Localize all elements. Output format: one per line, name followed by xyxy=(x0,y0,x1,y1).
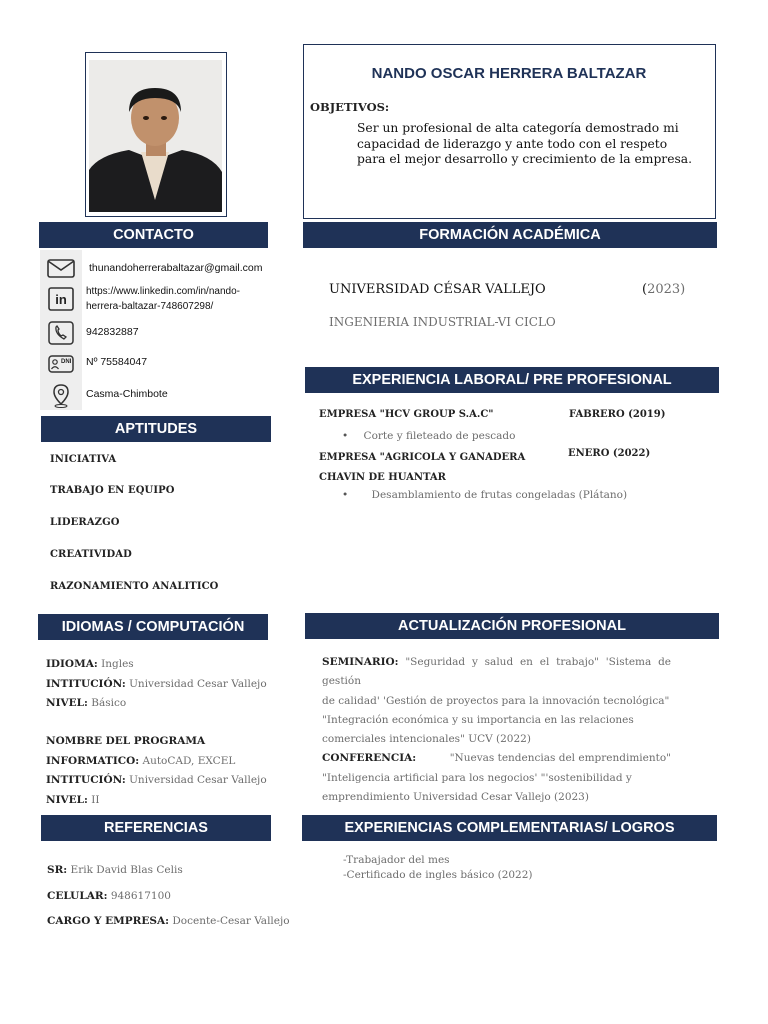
location-pin-icon xyxy=(46,382,76,408)
references-title: REFERENCIAS xyxy=(41,815,271,841)
skill-item: LIDERAZGO xyxy=(50,517,120,528)
id-card-icon xyxy=(46,351,76,377)
objectives-line: Ser un profesional de alta categoría demostrado mi xyxy=(357,121,679,135)
ref-name-label: SR: xyxy=(47,864,68,876)
achievement-item: -Trabajador del mes xyxy=(343,854,450,866)
job1-task: Corte y fileteado de pescado xyxy=(363,430,516,442)
languages-block xyxy=(46,655,267,714)
skill-item: RAZONAMIENTO ANALITICO xyxy=(50,581,219,592)
job2-company-line: EMPRESA "AGRICOLA Y GANADERA xyxy=(319,452,526,463)
level-label: NIVEL: xyxy=(46,793,88,806)
skill-item: CREATIVIDAD xyxy=(50,549,132,560)
skill-item: TRABAJO EN EQUIPO xyxy=(50,485,175,496)
degree: INGENIERIA INDUSTRIAL-VI CICLO xyxy=(329,315,556,329)
ref-job-value: Docente-Cesar Vallejo xyxy=(172,915,290,927)
contact-icon-column xyxy=(40,250,82,410)
job2-task: Desamblamiento de frutas congeladas (Plátano) xyxy=(371,489,628,501)
institution-value: Universidad Cesar Vallejo xyxy=(129,774,267,786)
job1-task-item xyxy=(342,430,515,442)
year-paren: ( xyxy=(642,282,648,297)
program-value: AutoCAD, EXCEL xyxy=(142,754,236,767)
experience-title: EXPERIENCIA LABORAL/ PRE PROFESIONAL xyxy=(305,367,719,393)
header-box xyxy=(303,44,716,219)
linkedin-icon xyxy=(46,286,76,312)
job1-company: EMPRESA "HCV GROUP S.A.C" xyxy=(319,409,494,420)
references-block xyxy=(47,858,290,935)
profile-photo-frame xyxy=(85,52,227,217)
institution-label: INTITUCIÓN: xyxy=(46,677,126,690)
conference-line: "Inteligencia artificial para los negocios' "'sostenibilidad y xyxy=(322,771,632,784)
job2-date: ENERO (2022) xyxy=(568,448,651,459)
contact-dni: Nº 75584047 xyxy=(86,356,148,368)
idioma-label: IDIOMA: xyxy=(46,658,98,670)
institution-value: Universidad Cesar Vallejo xyxy=(129,677,267,690)
program-label-2: INFORMATICO: xyxy=(46,754,140,767)
graduation-year xyxy=(642,282,685,297)
email-icon xyxy=(46,255,76,281)
dni-icon-label: DNI xyxy=(61,359,72,365)
level-value: II xyxy=(91,793,100,806)
objectives-label: OBJETIVOS: xyxy=(310,100,390,114)
achievement-item: -Certificado de ingles básico (2022) xyxy=(343,869,533,881)
contact-linkedin[interactable] xyxy=(86,284,240,314)
ref-name-value: Erik David Blas Celis xyxy=(70,864,183,876)
university-name: UNIVERSIDAD CÉSAR VALLEJO xyxy=(329,282,546,297)
year-value: 2023) xyxy=(647,282,686,297)
job2-company-line: CHAVIN DE HUANTAR xyxy=(319,472,446,483)
contact-title: CONTACTO xyxy=(39,222,268,248)
job1-date: FABRERO (2019) xyxy=(569,409,666,420)
seminar-line: "Seguridad y salud en el trabajo" 'Sistema de gestión xyxy=(322,656,672,688)
full-name: NANDO OSCAR HERRERA BALTAZAR xyxy=(371,65,647,82)
linkedin-line[interactable]: https://www.linkedin.com/in/nando- xyxy=(86,286,240,297)
institution-label: INTITUCIÓN: xyxy=(46,774,126,786)
bullet: • xyxy=(342,430,349,442)
idioma-value: Ingles xyxy=(101,658,134,670)
contact-email[interactable]: thunandoherrerabaltazar@gmail.com xyxy=(89,262,263,274)
languages-title: IDIOMAS / COMPUTACIÓN xyxy=(38,614,268,640)
bullet: • xyxy=(342,489,349,501)
svg-text:in: in xyxy=(55,292,67,307)
conference-line: emprendimiento Universidad Cesar Vallejo (2023) xyxy=(322,791,589,804)
seminar-line: de calidad' 'Gestión de proyectos para la innovación tecnológica" xyxy=(322,694,670,707)
skill-item: INICIATIVA xyxy=(50,454,117,465)
seminar-line: comerciales intencionales" UCV (2022) xyxy=(322,733,531,746)
job2-company xyxy=(319,448,525,488)
education-title: FORMACIÓN ACADÉMICA xyxy=(303,222,717,248)
profile-photo xyxy=(89,60,222,212)
professional-block xyxy=(322,653,671,807)
ref-phone-label: CELULAR: xyxy=(47,889,108,902)
ref-job-label: CARGO Y EMPRESA: xyxy=(47,915,170,927)
job2-task-item xyxy=(342,489,627,501)
computing-block xyxy=(46,732,267,810)
contact-phone: 942832887 xyxy=(86,326,139,338)
professional-title: ACTUALIZACIÓN PROFESIONAL xyxy=(305,613,719,639)
achievements-title: EXPERIENCIAS COMPLEMENTARIAS/ LOGROS xyxy=(302,815,717,841)
phone-icon xyxy=(46,320,76,346)
seminar-label: SEMINARIO: xyxy=(322,656,399,668)
conference-label: CONFERENCIA: xyxy=(322,752,417,765)
seminar-line: "Integración económica y su importancia en las relaciones xyxy=(322,713,634,726)
ref-phone-value: 948617100 xyxy=(110,889,171,902)
objectives-text xyxy=(357,121,692,168)
linkedin-line[interactable]: herrera-baltazar-748607298/ xyxy=(86,301,214,312)
conference-line: "Nuevas tendencias del emprendimiento" xyxy=(449,752,671,765)
level-label: NIVEL: xyxy=(46,697,88,709)
level-value: Básico xyxy=(91,697,127,709)
objectives-line: capacidad de liderazgo y ante todo con el respeto xyxy=(357,136,668,151)
contact-location: Casma-Chimbote xyxy=(86,388,168,400)
achievements-list xyxy=(343,853,533,883)
objectives-line: para el mejor desarrollo y crecimiento de la empresa. xyxy=(357,152,693,166)
program-label: NOMBRE DEL PROGRAMA xyxy=(46,735,206,747)
skills-title: APTITUDES xyxy=(41,416,271,442)
